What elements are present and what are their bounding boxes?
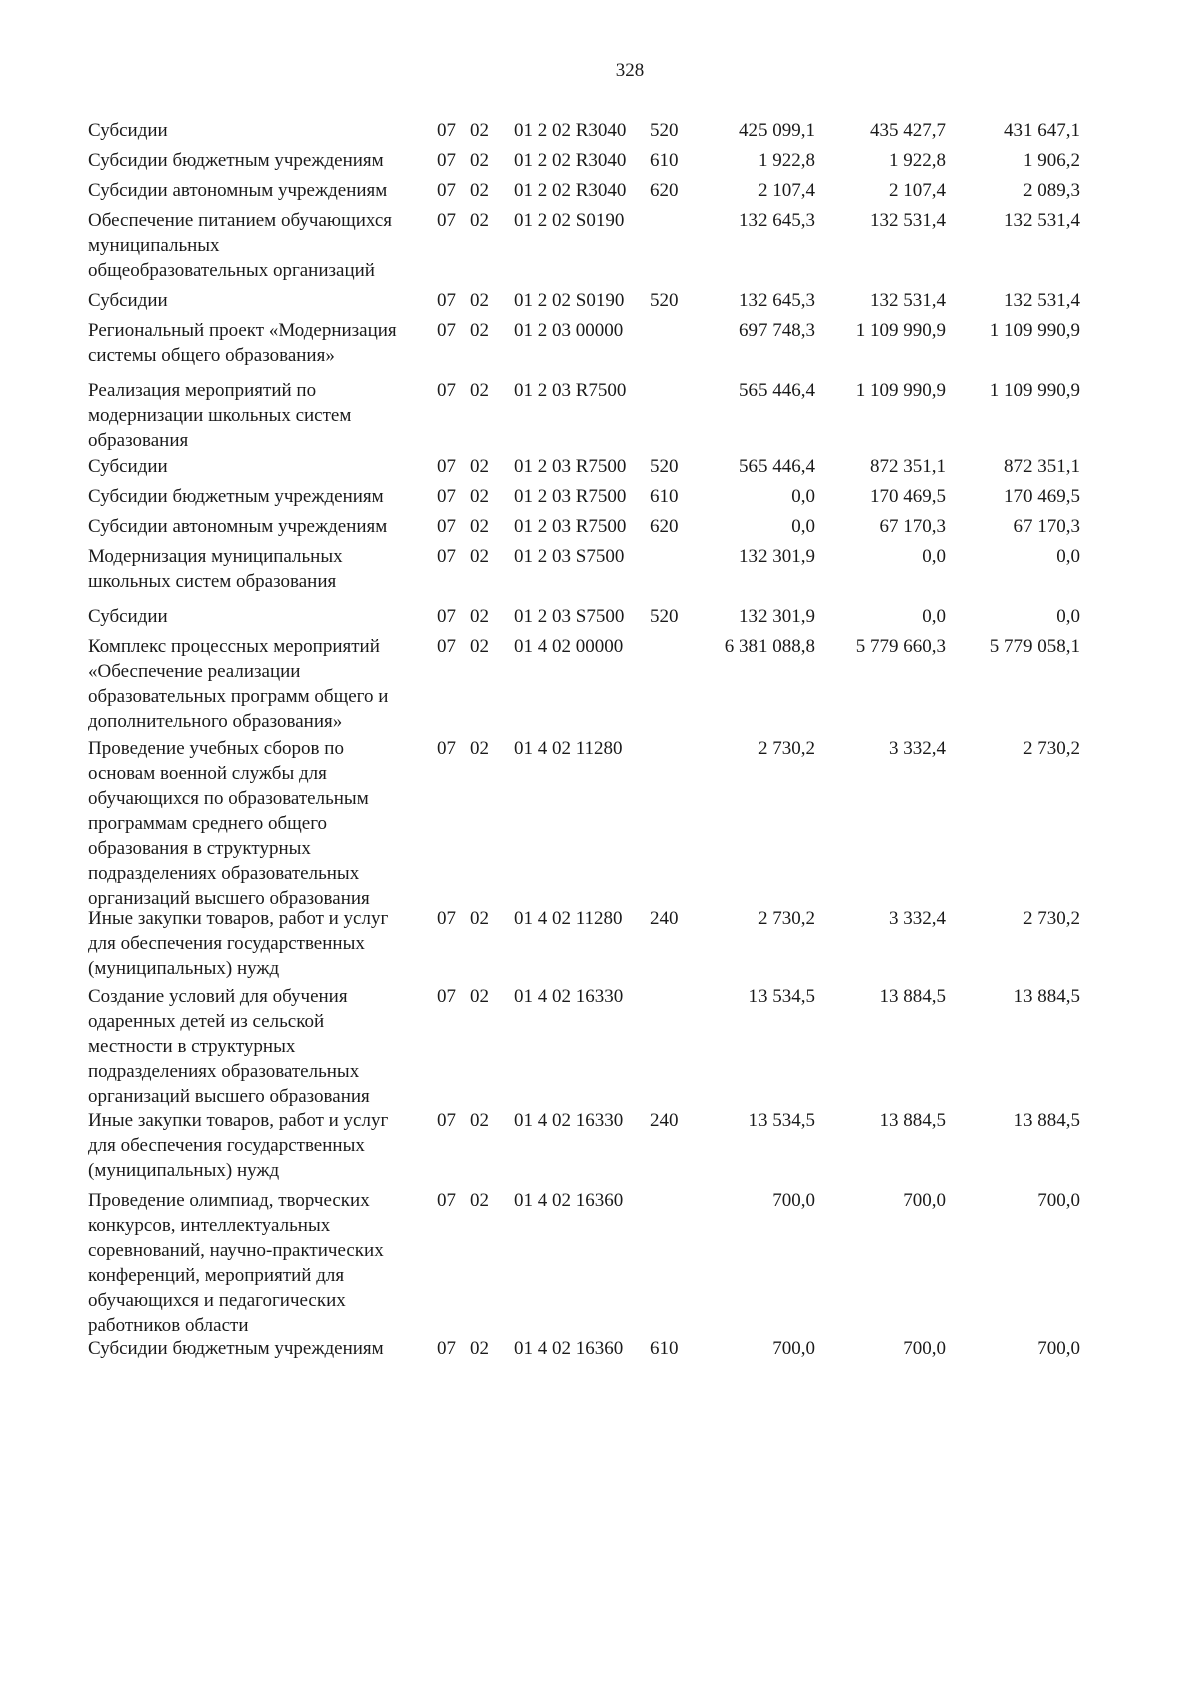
section-code: 07 [437, 290, 456, 311]
amount-year-2: 13 884,5 [879, 986, 946, 1007]
amount-year-3: 1 109 990,9 [989, 380, 1080, 401]
row-name: Субсидии автономным учреждениям [88, 180, 388, 201]
amount-year-1: 565 446,4 [739, 380, 815, 401]
row-name: Субсидии [88, 290, 168, 311]
row-name: Иные закупки товаров, работ и услуг для обеспечения государственных (муниципальных) нужд [88, 908, 389, 979]
amount-year-1: 132 301,9 [739, 606, 815, 627]
expense-type-code: 240 [650, 908, 679, 929]
amount-year-2: 872 351,1 [870, 456, 946, 477]
target-article-code: 01 4 02 16360 [514, 1338, 624, 1359]
amount-year-2: 132 531,4 [870, 210, 946, 231]
amount-year-1: 0,0 [791, 486, 815, 507]
amount-year-3: 1 906,2 [1023, 150, 1080, 171]
subsection-code: 02 [470, 120, 489, 141]
row-name: Субсидии [88, 456, 168, 477]
amount-year-3: 2 730,2 [1023, 908, 1080, 929]
amount-year-2: 0,0 [922, 606, 946, 627]
target-article-code: 01 4 02 16330 [514, 1110, 624, 1131]
amount-year-3: 13 884,5 [1013, 1110, 1080, 1131]
page-number: 328 [615, 60, 645, 81]
amount-year-2: 0,0 [922, 546, 946, 567]
amount-year-2: 3 332,4 [889, 908, 946, 929]
subsection-code: 02 [470, 486, 489, 507]
expense-type-code: 240 [650, 1110, 679, 1131]
section-code: 07 [437, 380, 456, 401]
row-name: Модернизация муниципальных школьных систем образования [88, 546, 343, 592]
section-code: 07 [437, 456, 456, 477]
amount-year-2: 13 884,5 [879, 1110, 946, 1131]
subsection-code: 02 [470, 546, 489, 567]
amount-year-1: 13 534,5 [748, 1110, 815, 1131]
amount-year-1: 13 534,5 [748, 986, 815, 1007]
amount-year-2: 700,0 [903, 1190, 946, 1211]
amount-year-3: 700,0 [1037, 1190, 1080, 1211]
amount-year-1: 132 645,3 [739, 210, 815, 231]
target-article-code: 01 2 02 S0190 [514, 290, 625, 311]
target-article-code: 01 4 02 16360 [514, 1190, 624, 1211]
amount-year-1: 700,0 [772, 1338, 815, 1359]
row-name: Субсидии [88, 120, 168, 141]
row-name: Реализация мероприятий по модернизации школьных систем образования [88, 380, 352, 451]
amount-year-2: 700,0 [903, 1338, 946, 1359]
subsection-code: 02 [470, 150, 489, 171]
amount-year-3: 67 170,3 [1013, 516, 1080, 537]
subsection-code: 02 [470, 1338, 489, 1359]
amount-year-2: 3 332,4 [889, 738, 946, 759]
section-code: 07 [437, 320, 456, 341]
target-article-code: 01 4 02 11280 [514, 908, 623, 929]
amount-year-3: 132 531,4 [1004, 210, 1080, 231]
subsection-code: 02 [470, 516, 489, 537]
amount-year-1: 132 645,3 [739, 290, 815, 311]
amount-year-3: 132 531,4 [1004, 290, 1080, 311]
subsection-code: 02 [470, 1110, 489, 1131]
section-code: 07 [437, 1190, 456, 1211]
subsection-code: 02 [470, 380, 489, 401]
amount-year-3: 2 089,3 [1023, 180, 1080, 201]
amount-year-2: 1 109 990,9 [855, 320, 946, 341]
target-article-code: 01 2 02 S0190 [514, 210, 625, 231]
section-code: 07 [437, 1338, 456, 1359]
amount-year-1: 2 107,4 [758, 180, 815, 201]
target-article-code: 01 4 02 00000 [514, 636, 624, 657]
target-article-code: 01 4 02 11280 [514, 738, 623, 759]
target-article-code: 01 4 02 16330 [514, 986, 624, 1007]
amount-year-3: 700,0 [1037, 1338, 1080, 1359]
amount-year-2: 67 170,3 [879, 516, 946, 537]
expense-type-code: 620 [650, 180, 679, 201]
amount-year-1: 425 099,1 [739, 120, 815, 141]
amount-year-2: 132 531,4 [870, 290, 946, 311]
target-article-code: 01 2 02 R3040 [514, 120, 627, 141]
section-code: 07 [437, 606, 456, 627]
subsection-code: 02 [470, 986, 489, 1007]
section-code: 07 [437, 210, 456, 231]
subsection-code: 02 [470, 738, 489, 759]
section-code: 07 [437, 120, 456, 141]
target-article-code: 01 2 02 R3040 [514, 150, 627, 171]
amount-year-2: 1 109 990,9 [855, 380, 946, 401]
target-article-code: 01 2 03 S7500 [514, 546, 625, 567]
section-code: 07 [437, 908, 456, 929]
amount-year-1: 132 301,9 [739, 546, 815, 567]
expense-type-code: 520 [650, 290, 679, 311]
expense-type-code: 520 [650, 456, 679, 477]
section-code: 07 [437, 486, 456, 507]
section-code: 07 [437, 636, 456, 657]
subsection-code: 02 [470, 606, 489, 627]
target-article-code: 01 2 03 R7500 [514, 486, 627, 507]
expense-type-code: 610 [650, 1338, 679, 1359]
expense-type-code: 610 [650, 486, 679, 507]
amount-year-1: 565 446,4 [739, 456, 815, 477]
subsection-code: 02 [470, 1190, 489, 1211]
subsection-code: 02 [470, 908, 489, 929]
amount-year-3: 431 647,1 [1004, 120, 1080, 141]
row-name: Иные закупки товаров, работ и услуг для обеспечения государственных (муниципальных) нужд [88, 1110, 389, 1181]
row-name: Региональный проект «Модернизация системы общего образования» [88, 320, 397, 366]
row-name: Субсидии бюджетным учреждениям [88, 150, 384, 171]
target-article-code: 01 2 03 R7500 [514, 456, 627, 477]
amount-year-1: 1 922,8 [758, 150, 815, 171]
target-article-code: 01 2 03 R7500 [514, 516, 627, 537]
subsection-code: 02 [470, 456, 489, 477]
row-name: Субсидии автономным учреждениям [88, 516, 388, 537]
subsection-code: 02 [470, 180, 489, 201]
section-code: 07 [437, 180, 456, 201]
amount-year-3: 0,0 [1056, 546, 1080, 567]
section-code: 07 [437, 986, 456, 1007]
subsection-code: 02 [470, 320, 489, 341]
row-name: Создание условий для обучения одаренных детей из сельской местности в структурных подразделениях образовательных организаций высшего образования [88, 986, 370, 1107]
section-code: 07 [437, 546, 456, 567]
amount-year-1: 697 748,3 [739, 320, 815, 341]
expense-type-code: 520 [650, 606, 679, 627]
amount-year-2: 170 469,5 [870, 486, 946, 507]
amount-year-1: 0,0 [791, 516, 815, 537]
amount-year-2: 435 427,7 [870, 120, 946, 141]
amount-year-3: 2 730,2 [1023, 738, 1080, 759]
row-name: Субсидии [88, 606, 168, 627]
row-name: Субсидии бюджетным учреждениям [88, 486, 384, 507]
subsection-code: 02 [470, 210, 489, 231]
amount-year-1: 6 381 088,8 [724, 636, 815, 657]
amount-year-3: 872 351,1 [1004, 456, 1080, 477]
subsection-code: 02 [470, 636, 489, 657]
amount-year-2: 5 779 660,3 [855, 636, 946, 657]
amount-year-1: 700,0 [772, 1190, 815, 1211]
amount-year-2: 2 107,4 [889, 180, 946, 201]
subsection-code: 02 [470, 290, 489, 311]
amount-year-1: 2 730,2 [758, 908, 815, 929]
expense-type-code: 520 [650, 120, 679, 141]
expense-type-code: 620 [650, 516, 679, 537]
amount-year-2: 1 922,8 [889, 150, 946, 171]
section-code: 07 [437, 516, 456, 537]
target-article-code: 01 2 02 R3040 [514, 180, 627, 201]
amount-year-3: 0,0 [1056, 606, 1080, 627]
row-name: Проведение олимпиад, творческих конкурсов, интеллектуальных соревнований, научно-практических конференций, мероприятий для обучающихся и педагогических работников области [88, 1190, 384, 1336]
expense-type-code: 610 [650, 150, 679, 171]
amount-year-3: 1 109 990,9 [989, 320, 1080, 341]
amount-year-3: 170 469,5 [1004, 486, 1080, 507]
row-name: Проведение учебных сборов по основам военной службы для обучающихся по образовательным программам среднего общего образования в структурных подразделениях образовательных организаций высшего образования [88, 738, 370, 909]
row-name: Комплекс процессных мероприятий «Обеспечение реализации образовательных программ общего и дополнительного образования» [88, 636, 389, 732]
amount-year-3: 13 884,5 [1013, 986, 1080, 1007]
section-code: 07 [437, 1110, 456, 1131]
row-name: Обеспечение питанием обучающихся муниципальных общеобразовательных организаций [88, 210, 393, 281]
target-article-code: 01 2 03 R7500 [514, 380, 627, 401]
target-article-code: 01 2 03 S7500 [514, 606, 625, 627]
section-code: 07 [437, 738, 456, 759]
amount-year-3: 5 779 058,1 [989, 636, 1080, 657]
section-code: 07 [437, 150, 456, 171]
target-article-code: 01 2 03 00000 [514, 320, 624, 341]
amount-year-1: 2 730,2 [758, 738, 815, 759]
row-name: Субсидии бюджетным учреждениям [88, 1338, 384, 1359]
